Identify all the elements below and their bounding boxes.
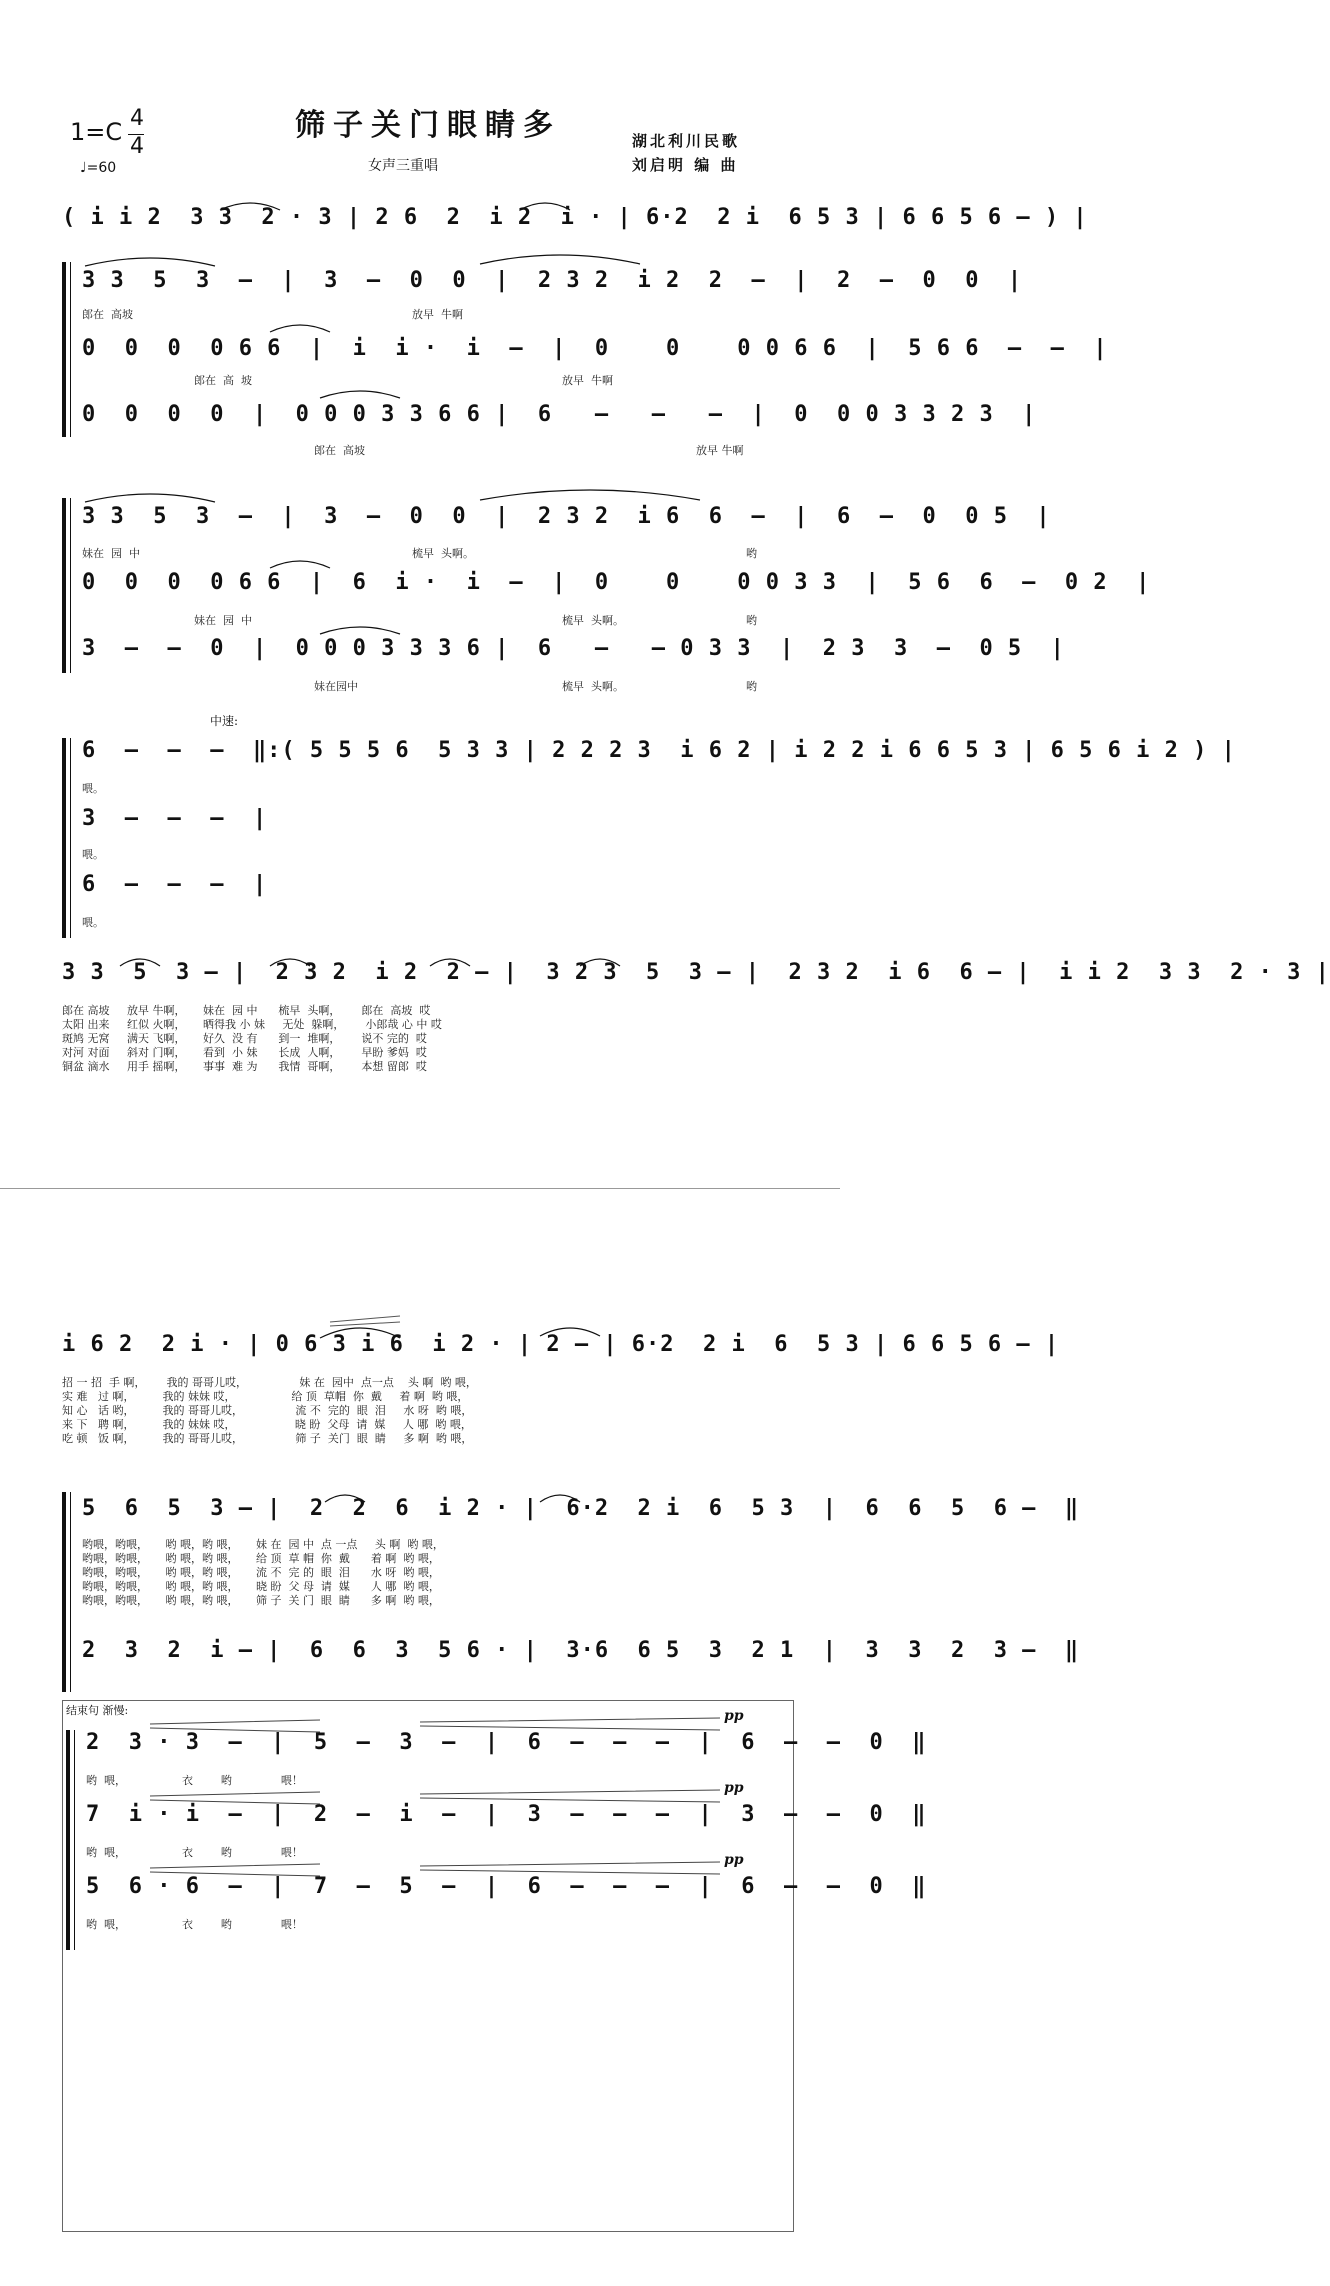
coda-voice2: 7 i · i — | 2 — i — | 3 — — — | 3 — — 0 ‖ (86, 1802, 927, 1827)
system-3-bracket (62, 738, 66, 938)
sys2-voice1: 3 3 5 3 — | 3 — 0 0 | 2 3 2 i 6 6 — | 6 — 0 0 5 | (82, 504, 1051, 529)
time-signature-top: 4 (130, 106, 144, 131)
page-divider (0, 1188, 840, 1189)
sys2-voice3: 3 — — 0 | 0 0 0 3 3 3 6 | 6 — — 0 3 3 | 2 3 3 — 0 5 | (82, 636, 1065, 661)
sys2-voice1-lyric-c: 哟 (746, 547, 757, 560)
intro-slur (0, 188, 840, 218)
intro-line: ( i i 2 3 3 2 · 3 | 2 6 2 i 2 i · | 6·2 2 i 6 5 3 | 6 6 5 6 — ) | (62, 205, 1088, 230)
coda-voice3: 5 6 · 6 — | 7 — 5 — | 6 — — — | 6 — — 0 ‖ (86, 1874, 927, 1899)
coda-voice1: 2 3 · 3 — | 5 — 3 — | 6 — — — | 6 — — 0 ‖ (86, 1730, 927, 1755)
sys2-voice2-lyric-b: 梳早 头啊。 (562, 614, 624, 627)
coda-voice2-lyric: 哟 喂， 衣 哟 喂！ (86, 1846, 303, 1859)
page-title: 筛子关门眼睛多 (295, 108, 561, 143)
sys2-slurs (0, 484, 840, 684)
subtitle: 女声三重唱 (368, 158, 438, 174)
sys3-voice3: 6 — — — | (82, 872, 268, 897)
sys3-voice3-lyric: 喂。 (82, 916, 104, 929)
time-signature-line (128, 134, 144, 135)
sys4-slurs (0, 1480, 840, 1510)
time-signature-bottom: 4 (130, 134, 144, 159)
verse2-lyric-line-4: 来 下 聘 啊， 我的 妹妹 哎， 晓 盼 父母 请 媒 人 哪 哟 喂， (62, 1418, 472, 1431)
sys4-lyric-line-5: 哟喂，哟喂， 哟 喂，哟 喂， 筛 子 关 门 眼 睛 多 啊 哟 喂， (82, 1594, 440, 1607)
sys1-voice1: 3 3 5 3 — | 3 — 0 0 | 2 3 2 i 2 2 — | 2 — 0 0 | (82, 268, 1023, 293)
sys3-voice2-lyric: 喂。 (82, 848, 104, 861)
sys2-voice3-lyric-c: 哟 (746, 680, 757, 693)
sys3-voice2: 3 — — — | (82, 806, 268, 831)
sys1-voice2: 0 0 0 0 6 6 | i i · i — | 0 0 0 0 6 6 | 5 6 6 — — | (82, 336, 1108, 361)
sys4-lyric-line-3: 哟喂，哟喂， 哟 喂，哟 喂， 流 不 完 的 眼 泪 水 呀 哟 喂， (82, 1566, 440, 1579)
sys2-voice1-lyric-a: 妹在 园 中 (82, 547, 140, 560)
sys1-voice2-lyric-a: 郎在 高 坡 (194, 374, 252, 387)
key-signature: 1=C (70, 118, 123, 146)
sys1-voice2-lyric-b: 放早 牛啊 (562, 374, 613, 387)
coda-dynamic-2: pp (724, 1780, 744, 1796)
coda-dynamic-1: pp (724, 1708, 744, 1724)
verse1-lyric-line-4: 对河 对面 斜对 门啊， 看到 小 妹 长成 人啊， 早盼 爹妈 哎 (62, 1046, 427, 1059)
coda-hairpins (0, 1710, 840, 1930)
sys2-voice1-lyric-b: 梳早 头啊。 (412, 547, 474, 560)
sys2-voice2-lyric-a: 妹在 园 中 (194, 614, 252, 627)
tempo-mark: ♩=60 (80, 160, 117, 176)
sys2-voice3-lyric-b: 梳早 头啊。 (562, 680, 624, 693)
sys1-voice3-lyric-a: 郎在 高坡 (314, 444, 365, 457)
coda-label: 结束句 渐慢: (66, 1704, 129, 1717)
coda-voice3-lyric: 哟 喂， 衣 哟 喂！ (86, 1918, 303, 1931)
sys4-voice1: 5 6 5 3 — | 2 2 6 i 2 · | 6·2 2 i 6 5 3 | 6 6 5 6 — ‖ (82, 1496, 1080, 1521)
verse1-lyric-line-5: 铜盆 滴水 用手 摇啊， 事事 难 为 我情 哥啊， 本想 留郎 哎 (62, 1060, 427, 1073)
verse2-lyric-line-2: 实 难 过 啊， 我的 妹妹 哎， 给 顶 草帽 你 戴 着 啊 哟 喂， (62, 1390, 469, 1403)
sys1-voice3-lyric-b: 放早 牛啊 (696, 444, 744, 457)
score-page-2 (0, 1190, 1080, 2286)
sys1-voice1-lyric-b: 放早 牛啊 (412, 308, 463, 321)
sys3-voice1: 6 — — — ‖:( 5 5 5 6 5 3 3 | 2 2 2 3 i 6 2 | i 2 2 i 6 6 5 3 | 6 5 6 i 2 ) | (82, 738, 1236, 763)
coda-voice1-lyric: 哟 喂， 衣 哟 喂！ (86, 1774, 303, 1787)
sys1-voice1-lyric-a: 郎在 高坡 (82, 308, 133, 321)
verse1-lyric-line-3: 斑鸠 无窝 满天 飞啊， 好久 没 有 到一 堆啊， 说不 完的 哎 (62, 1032, 427, 1045)
verse1-notes: 3 3 5 3 — | 2 3 2 i 2 2 — | 3 2 3 5 3 — | 2 3 2 i 6 6 — | i i 2 3 3 2 · 3 | (62, 960, 1330, 985)
sys3-tempo-mark: 中速: (210, 714, 239, 728)
sys4-lyric-line-4: 哟喂，哟喂， 哟 喂，哟 喂， 晓 盼 父 母 请 媒 人 哪 哟 喂， (82, 1580, 440, 1593)
source-credit: 湖北利川民歌 (632, 132, 741, 150)
sys4-voice3: 2 3 2 i — | 6 6 3 5 6 · | 3·6 6 5 3 2 1 | 3 3 2 3 — ‖ (82, 1638, 1080, 1663)
system-4-bracket (62, 1492, 66, 1692)
verse1-lyric-line-1: 郎在 高坡 放早 牛啊， 妹在 园 中 梳早 头啊， 郎在 高坡 哎 (62, 1004, 431, 1017)
sys3-voice1-lyric: 喂。 (82, 782, 104, 795)
arranger-credit: 刘启明 编 曲 (632, 156, 739, 174)
verse2-lyric-line-1: 招 一 招 手 啊， 我的 哥哥儿哎， 妹 在 园中 点一点 头 啊 哟 喂， (62, 1376, 477, 1389)
verse2-notes: i 6 2 2 i · | 0 6 3 i 6 i 2 · | 2 — | 6·2 2 i 6 5 3 | 6 6 5 6 — | (62, 1332, 1060, 1357)
verse2-lyric-line-3: 知 心 话 哟， 我的 哥哥儿哎， 流 不 完的 眼 泪 水 呀 哟 喂， (62, 1404, 473, 1417)
sys4-lyric-line-2: 哟喂，哟喂， 哟 喂，哟 喂， 给 顶 草 帽 你 戴 着 啊 哟 喂， (82, 1552, 440, 1565)
sys1-slurs (0, 248, 840, 448)
verse1-slurs (0, 944, 840, 974)
verse1-lyric-line-2: 太阳 出来 红似 火啊， 晒得我 小 妹 无处 躲啊， 小郎哉 心 中 哎 (62, 1018, 442, 1031)
sys2-voice2-lyric-c: 哟 (746, 614, 757, 627)
sys2-voice2: 0 0 0 0 6 6 | 6 i · i — | 0 0 0 0 3 3 | 5 6 6 — 0 2 | (82, 570, 1151, 595)
verse2-slurs (0, 1308, 840, 1348)
coda-dynamic-3: pp (724, 1852, 744, 1868)
verse2-lyric-line-5: 吃 顿 饭 啊， 我的 哥哥儿哎， 筛 子 关门 眼 睛 多 啊 哟 喂， (62, 1432, 473, 1445)
sys4-lyric-line-1: 哟喂，哟喂， 哟 喂，哟 喂， 妹 在 园 中 点 一点 头 啊 哟 喂， (82, 1538, 444, 1551)
sys1-voice3: 0 0 0 0 | 0 0 0 3 3 6 6 | 6 — — — | 0 0 0 3 3 2 3 | (82, 402, 1037, 427)
sys2-voice3-lyric-a: 妹在园中 (314, 680, 358, 693)
